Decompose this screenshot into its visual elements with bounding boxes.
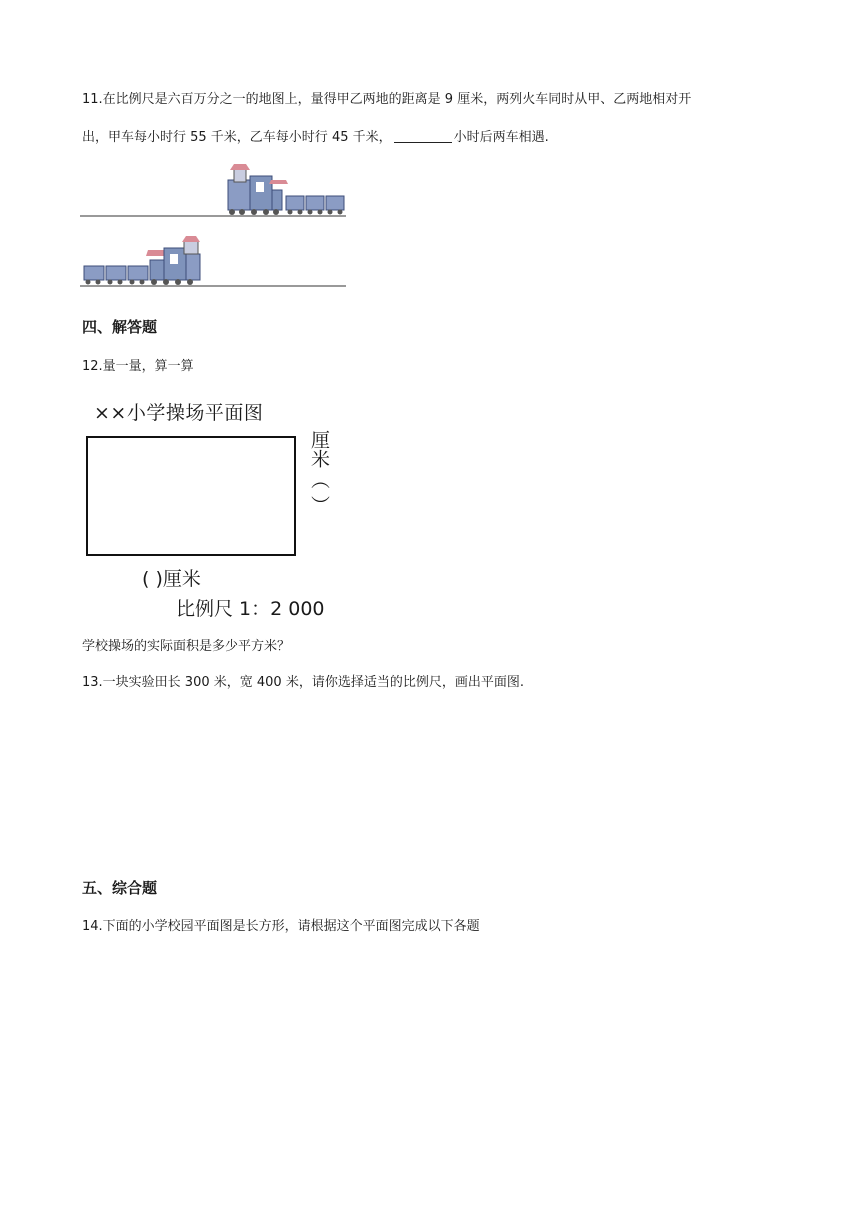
playground-plan-figure xyxy=(80,392,340,622)
vertical-unit: 厘米 xyxy=(308,430,330,468)
plan-vertical-label xyxy=(308,430,332,514)
train-top-icon xyxy=(228,164,344,215)
train-bottom-icon xyxy=(84,236,200,285)
q11-line2 xyxy=(82,128,549,148)
answer-blank xyxy=(394,128,452,143)
q11-line2-after: 小时后两车相遇. xyxy=(453,130,549,145)
q12-question: 学校操场的实际面积是多少平方米？ xyxy=(82,639,291,654)
q14-text: 14.下面的小学校园平面图是长方形，请根据这个平面图完成以下各题 xyxy=(82,919,480,934)
plan-horizontal-label: ( )厘米 xyxy=(142,568,201,590)
plan-scale: 比例尺 1：2 000 xyxy=(176,598,325,620)
playground-rectangle xyxy=(86,436,296,556)
q13-text: 13.一块实验田长 300 米，宽 400 米，请你选择适当的比例尺，画出平面图. xyxy=(82,675,524,690)
q11-line1: 11.在比例尺是六百万分之一的地图上，量得甲乙两地的距离是 9 厘米，两列火车同时从甲、乙两地相对开 xyxy=(82,92,692,107)
q11-line2-before: 出，甲车每小时行 55 千米，乙车每小时行 45 千米， xyxy=(82,130,392,145)
q12-text: 12.量一量，算一算 xyxy=(82,359,194,374)
section-4-title: 四、解答题 xyxy=(82,318,158,336)
trains-illustration xyxy=(80,162,346,290)
vertical-paren: （ ） xyxy=(308,470,330,515)
section-5-title: 五、综合题 xyxy=(82,879,158,897)
plan-title: ××小学操场平面图 xyxy=(94,402,264,424)
